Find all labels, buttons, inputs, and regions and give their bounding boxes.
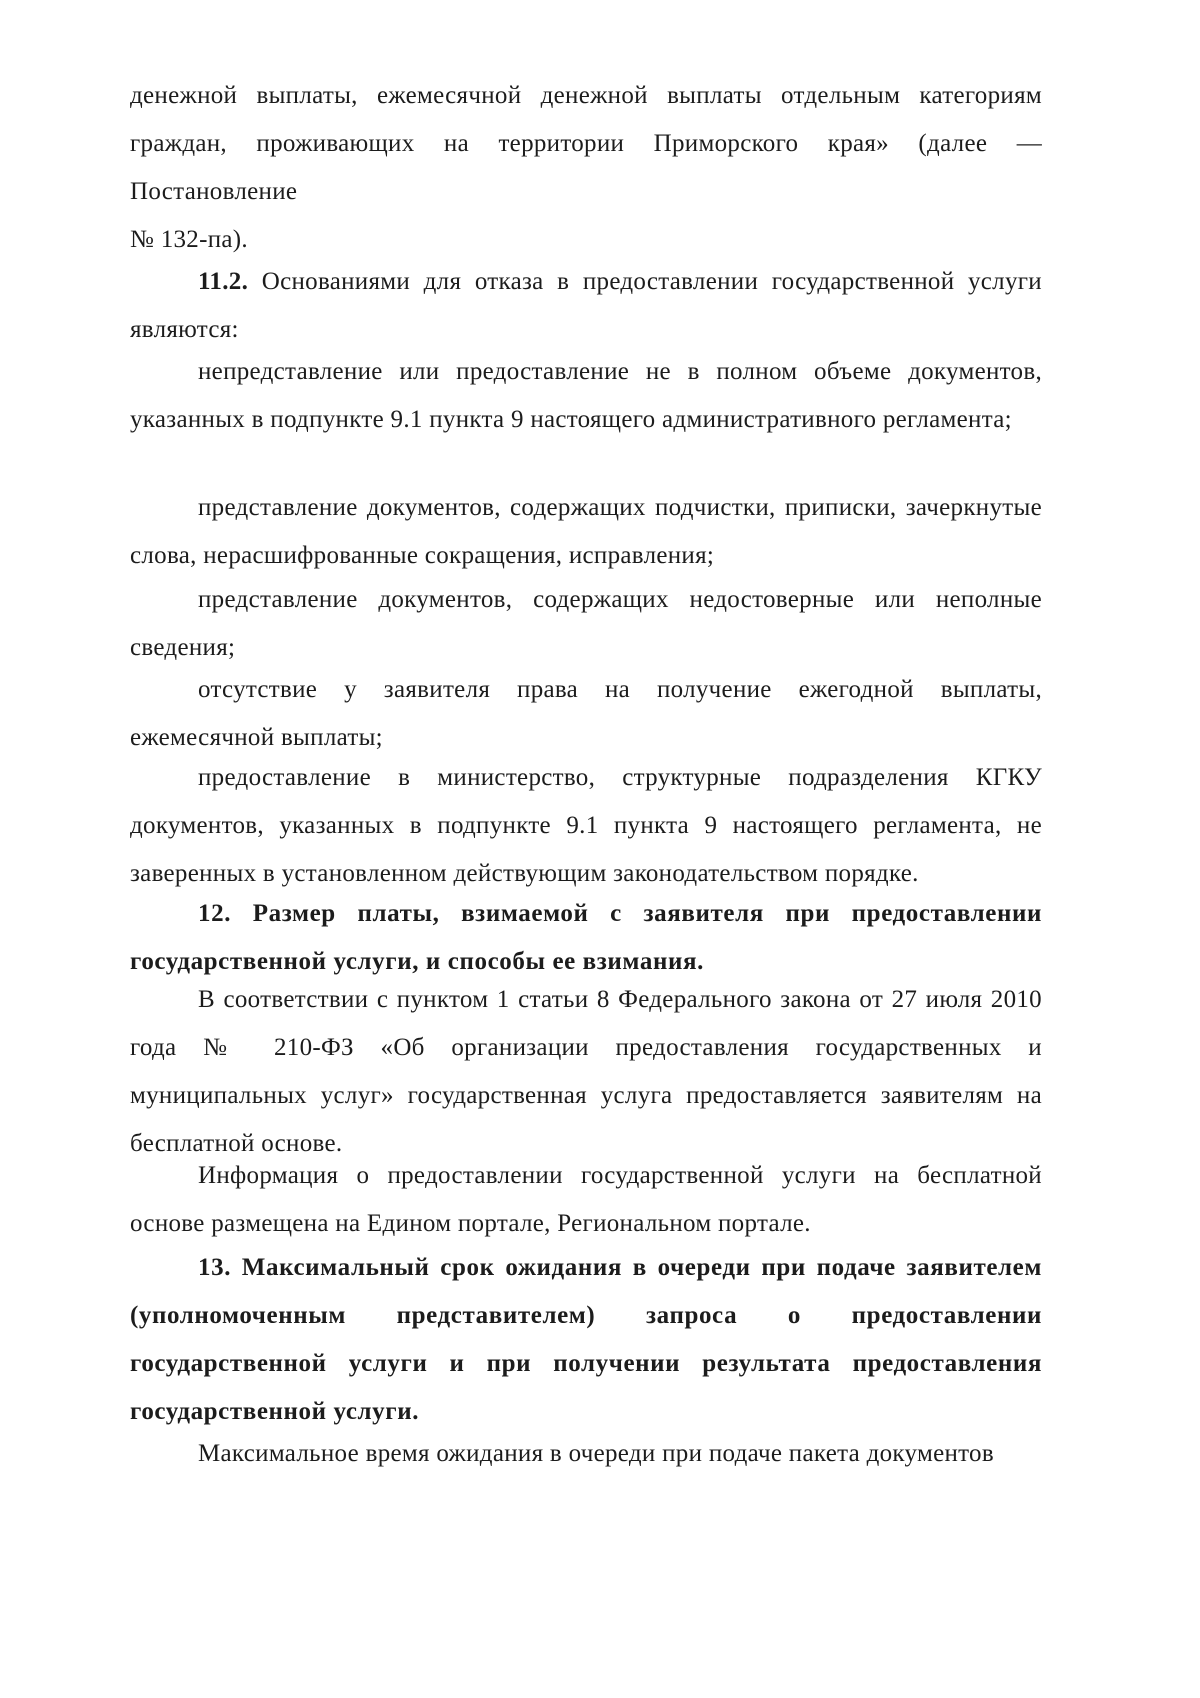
section-13-heading-block xyxy=(130,1244,1042,1436)
section-12-paragraph: Информация о предоставлении государственной услуги на бесплатной основе размещена на Едином портале, Региональном портале. xyxy=(130,1162,1042,1237)
section-11-2-item-block xyxy=(130,576,1042,672)
section-12-paragraph: В соответствии с пунктом 1 статьи 8 Федерального закона от 27 июля 2010 года № 210-ФЗ «Об организации предоставления государственных и муниципальных услуг» государственная услуга предоставляется заявителям на бесплатной основе. xyxy=(130,986,1042,1157)
section-12-heading-block xyxy=(130,890,1042,986)
section-11-2-item-block xyxy=(130,754,1042,898)
list-item: отсутствие у заявителя права на получение ежегодной выплаты, ежемесячной выплаты; xyxy=(130,676,1042,751)
intro-line-4: № 132-па). xyxy=(130,226,248,253)
intro-line-1: денежной выплаты, ежемесячной денежной выплаты отдельным категориям xyxy=(130,82,1042,109)
intro-line-2: граждан, проживающих на территории Приморского края» (далее — xyxy=(130,130,1042,157)
section-12-paragraph-1-block xyxy=(130,976,1042,1168)
list-item: представление документов, содержащих недостоверные или неполные сведения; xyxy=(130,586,1042,661)
section-11-2-item-block xyxy=(130,666,1042,762)
section-13-heading: 13. Максимальный срок ожидания в очереди при подаче заявителем (уполномоченным представителем) запроса о предоставлении государственной услуги и при получении результата предоставления государственной услуги. xyxy=(130,1254,1042,1425)
section-12-paragraph-2-block xyxy=(130,1152,1042,1248)
section-11-2-lead: Основаниями для отказа в предоставлении государственной услуги являются: xyxy=(130,268,1042,343)
section-13-paragraph-block xyxy=(130,1430,1042,1478)
intro-block xyxy=(130,72,1042,264)
section-11-2-lead-paragraph xyxy=(130,258,1042,354)
list-item: предоставление в министерство, структурные подразделения КГКУ документов, указанных в подпункте 9.1 пункта 9 настоящего регламента, не заверенных в установленном действующим законодательством порядке. xyxy=(130,764,1042,887)
section-11-2-item-block xyxy=(130,484,1042,580)
section-11-2 xyxy=(130,258,1042,354)
list-item: непредставление или предоставление не в полном объеме документов, указанных в подпункте 9.1 пункта 9 настоящего административного регламента; xyxy=(130,358,1042,433)
section-11-2-number: 11.2. xyxy=(198,268,249,295)
section-13-paragraph: Максимальное время ожидания в очереди при подаче пакета документов xyxy=(198,1440,994,1467)
intro-line-3: Постановление xyxy=(130,178,298,205)
section-11-2-items xyxy=(130,348,1042,444)
section-12-heading: 12. Размер платы, взимаемой с заявителя при предоставлении государственной услуги, и способы ее взимания. xyxy=(130,900,1042,975)
list-item: представление документов, содержащих подчистки, приписки, зачеркнутые слова, нерасшифрованные сокращения, исправления; xyxy=(130,494,1042,569)
